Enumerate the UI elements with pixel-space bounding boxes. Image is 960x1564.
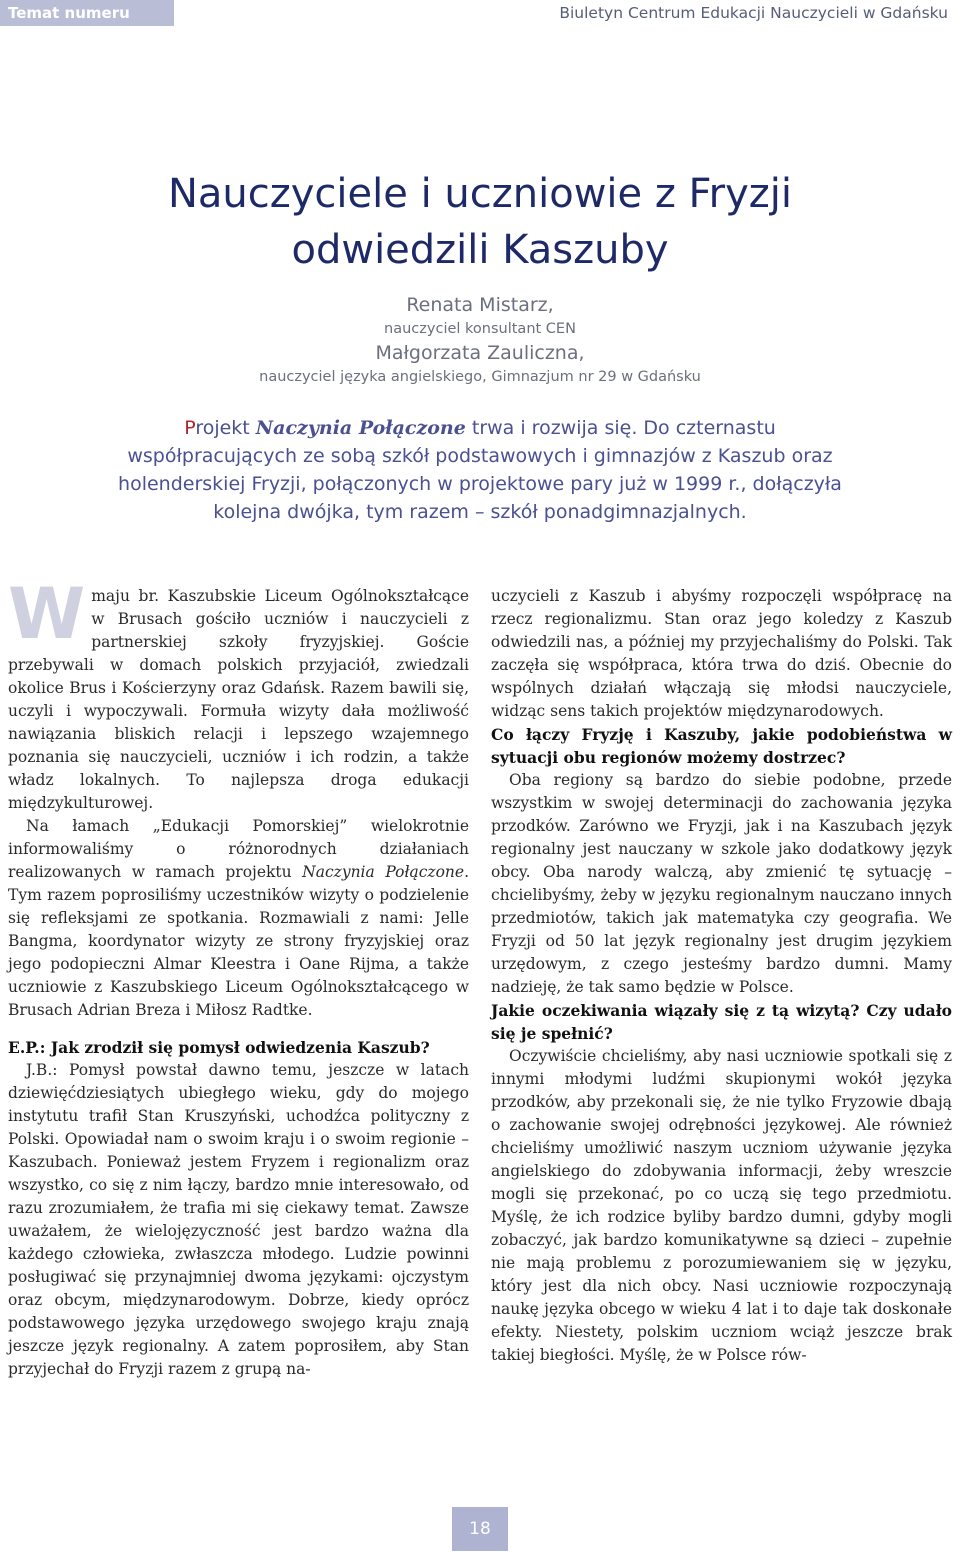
- lead-initial: P: [184, 417, 196, 439]
- question-1: E.P.: Jak zrodził się pomysł odwiedzenia Kaszub?: [8, 1038, 430, 1057]
- context-paragraph: [8, 815, 469, 1022]
- title-line-1: Nauczyciele i uczniowie z Fryzji: [167, 171, 792, 217]
- context-text-b: . Tym razem poprosiliśmy uczestników wizyty o podzielenie się refleksjami ze spotkania. Rozmawiali z nami: Jelle Bangma, koordynator wizyty ze strony fryzyjskiej oraz jego podopieczni Almar Kleestra i Oane Rijma, a także uczniowie z Kaszubskiego Liceum Ogólnokształcącego w Brusach Adrian Breza i Miłosz Radtke.: [8, 863, 469, 1019]
- drop-cap: W: [8, 573, 86, 655]
- article-title: [40, 166, 920, 278]
- question-2: Co łączy Fryzję i Kaszuby, jakie podobieństwa w sytuacji obu regionów możemy dostrzec?: [491, 725, 952, 767]
- context-project-name: Naczynia Połączone: [302, 863, 465, 881]
- section-label: Temat numeru: [0, 0, 174, 26]
- context-text-a: Na łamach „Edukacji Pomorskiej” wielokrotnie informowaliśmy o różnorodnych działaniach realizowanych w ramach projektu: [8, 817, 469, 881]
- page-header: [0, 0, 960, 26]
- author-name-2: Małgorzata Zauliczna,: [375, 342, 585, 364]
- left-column: [8, 573, 469, 1381]
- author-role-2: nauczyciel języka angielskiego, Gimnazjum nr 29 w Gdańsku: [259, 369, 701, 385]
- answer-3: Oczywiście chcieliśmy, aby nasi uczniowie spotkali się z innymi młodymi ludźmi skupionymi wokół języka przodków, aby przekonali się, że nie tylko Fryzowie dbają o zachowanie swojej odrębności językowej. Ale również chcieliśmy umożliwić naszym uczniom używanie języka angielskiego do zdobywania informacji, żeby wreszcie mogli się przekonać, po co uczą się tego przedmiotu. Myślę, że ich rodzice byliby bardzo dumni, gdyby mogli zobaczyć, jak bardzo komunikatywne są dzieci – zupełnie nie mają problemu z porozumiewaniem się w języku, który jest dla nich obcy. Nasi uczniowie rozpoczynają naukę języka obcego w wieku 4 lat i to daje tak doskonałe efekty. Niestety, polskim uczniom wciąż jeszcze brak takiej biegłości. Myślę, że w Polsce rów-: [491, 1047, 952, 1364]
- answer-1-continued: uczycieli z Kaszub i abyśmy rozpoczęli współpracę na rzecz regionalizmu. Stan oraz jego koledzy z Kaszub odwiedzili nas, a później my przyjechaliśmy do Polski. Tak zaczęła się współpraca, która trwa do dziś. Obecnie do wspólnych działań włączają się młodsi nauczyciele, widząc sens takich projektów międzynarodowych.: [491, 587, 952, 720]
- author-name-1: Renata Mistarz,: [406, 294, 554, 316]
- question-3: Jakie oczekiwania wiązały się z tą wizytą? Czy udało się je spełnić?: [491, 1001, 952, 1043]
- authors-block: [80, 292, 880, 388]
- lead-text: trwa i rozwija się. Do czternastu współpracujących ze sobą szkół podstawowych i gimnazjów z Kaszub oraz holenderskiej Fryzji, połączonych w projektowe pary już w 1999 r., dołączyła kolejna dwójka, tym razem – szkół ponadgimnazjalnych.: [118, 417, 842, 523]
- bulletin-title: Biuletyn Centrum Edukacji Nauczycieli w Gdańsku: [559, 4, 948, 22]
- lead-word-rest: rojekt: [195, 417, 256, 439]
- right-column: [491, 585, 952, 1367]
- lead-paragraph: [100, 414, 860, 526]
- answer-1: J.B.: Pomysł powstał dawno temu, jeszcze w latach dziewięćdziesiątych ubiegłego wieku, gdy do mojego instytutu trafił Stan Kruszyński, uchodźca polityczny z Polski. Opowiadał nam o swoim kraju i o swoim regionie – Kaszubach. Ponieważ jestem Fryzem i regionalizm oraz wszystko, co się z nim łączy, bardzo mnie interesowało, od razu zrozumiałem, że trafia mi się ciekawy temat. Zawsze uważałem, że wielojęzyczność jest bardzo ważna dla każdego człowieka, zwłaszcza młodego. Ludzie powinni posługiwać się przynajmniej dwoma językami: ojczystym oraz obcym, międzynarodowym. Dobrze, kiedy oprócz podstawowego języka urzędowego swojego kraju znają jeszcze język regionalny. A zatem poprosiłem, aby Stan przyjechał do Fryzji razem z grupą na-: [8, 1061, 469, 1378]
- answer-2: Oba regiony są bardzo do siebie podobne, przede wszystkim w swojej determinacji do zachowania języka przodków. Zarówno we Fryzji, jak i na Kaszubach język regionalny jest nauczany w szkole jako dodatkowy język obcy. Oba narody walczą, aby zmienić tę sytuację – chcielibyśmy, żeby w języku regionalnym nauczano innych przedmiotów, takich jak matematyka czy geografia. We Fryzji od 50 lat język regionalny jest drugim językiem urzędowym, z czego jesteśmy bardzo dumni. Mamy nadzieję, że tak samo będzie w Polsce.: [491, 771, 952, 996]
- page-number: 18: [452, 1507, 508, 1551]
- intro-paragraph: maju br. Kaszubskie Liceum Ogólnokształcące w Brusach gościło uczniów i nauczycieli z partnerskiej szkoły fryzyjskiej. Goście przebywali w domach polskich przyjaciół, zwiedzali okolice Brus i Kościerzyny oraz Gdańsk. Razem bawili się, uczyli i wypoczywali. Formuła wizyty dała możliwość nawiązania bliskich relacji i lepszego wzajemnego poznania się nauczycieli, uczniów i ich rodzin, a także władz lokalnych. To najlepsza droga edukacji międzykulturowej.: [8, 587, 469, 812]
- project-name: Naczynia Połączone: [255, 417, 466, 439]
- title-line-2: odwiedzili Kaszuby: [291, 227, 669, 273]
- author-role-1: nauczyciel konsultant CEN: [384, 321, 576, 337]
